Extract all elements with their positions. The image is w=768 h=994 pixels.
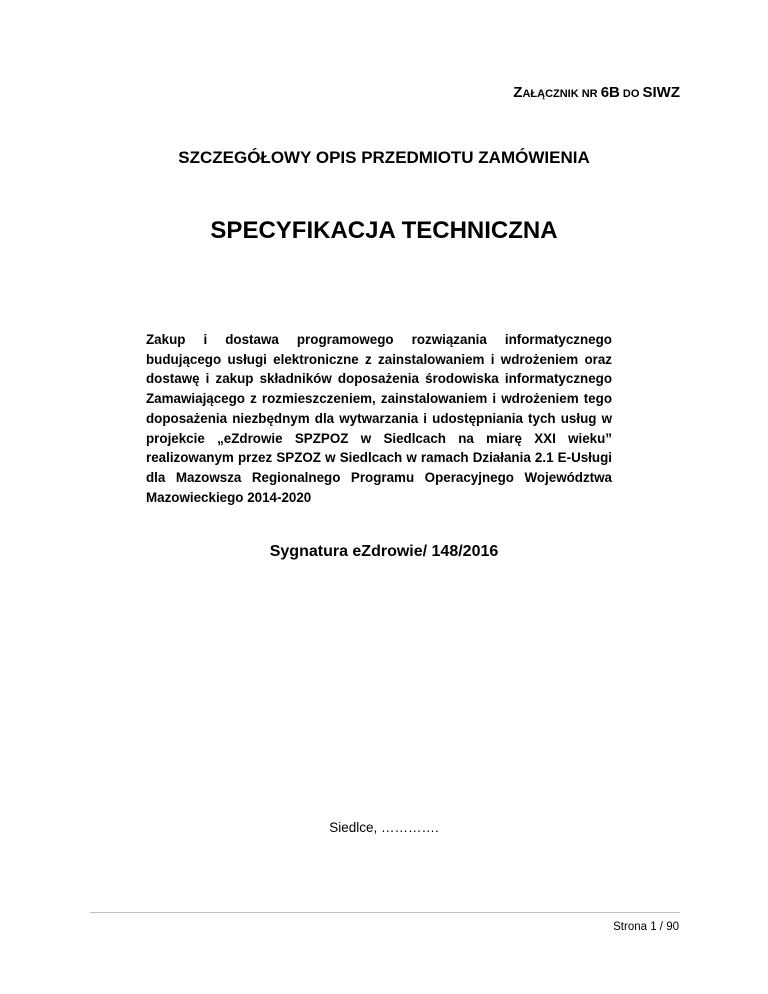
footer-divider: [90, 912, 680, 913]
place-and-date: Siedlce, ………….: [329, 820, 439, 835]
attachment-label-part: 6B: [600, 84, 620, 101]
document-title: SPECYFIKACJA TECHNICZNA: [210, 217, 558, 244]
procurement-description: Zakup i dostawa programowego rozwiązania informatycznego budującego usługi elektroniczne z zainstalowaniem i wdrożeniem oraz dostawę i zakup składników doposażenia środowiska informatycznego Zamawiającego z rozmieszczeniem, zainstalowaniem i wdrożeniem tego doposażenia niezbędnym dla wytwarzania i udostępniania tych usług w projekcie „eZdrowie SPZPOZ w Siedlcach na miarę XXI wieku” realizowanym przez SPZOZ w Siedlcach w ramach Działania 2.1 E-Usługi dla Mazowsza Regionalnego Programu Operacyjnego Województwa Mazowieckiego 2014-2020: [146, 332, 612, 505]
attachment-label-part: Z: [513, 84, 523, 101]
reference-signature: Sygnatura eZdrowie/ 148/2016: [269, 543, 499, 560]
attachment-label: [513, 84, 680, 101]
attachment-label-part: DO: [619, 88, 643, 100]
attachment-label-part: SIWZ: [642, 84, 680, 101]
document-subtitle: SZCZEGÓŁOWY OPIS PRZEDMIOTU ZAMÓWIENIA: [178, 148, 590, 167]
page-number: Strona 1 / 90: [613, 921, 679, 933]
attachment-label-part: AŁĄCZNIK NR: [522, 88, 601, 100]
